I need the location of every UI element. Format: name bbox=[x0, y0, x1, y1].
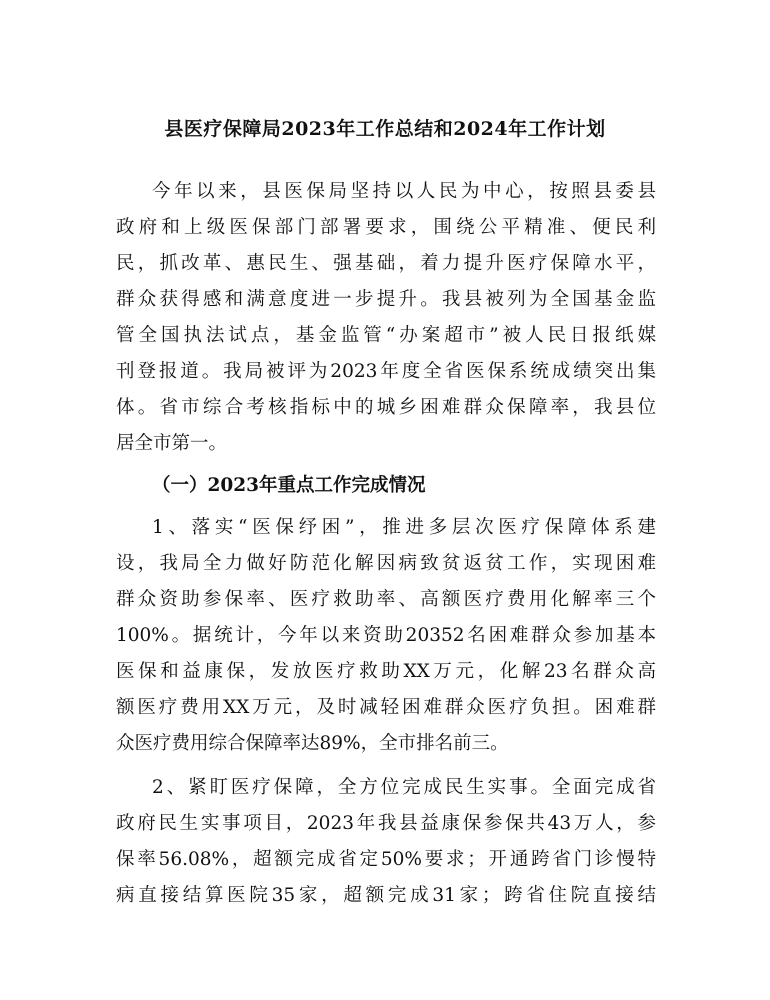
section-heading: （一）2023年重点工作完成情况 bbox=[152, 475, 426, 496]
item2-line: 政府民生实事项目，2023年我县益康保参保共43万人，参 bbox=[116, 813, 656, 834]
intro-line: 刊登报道。我局被评为2023年度全省医保系统成绩突出集 bbox=[116, 361, 656, 382]
item1-line: 1、落实“医保纾困”，推进多层次医疗保障体系建 bbox=[152, 517, 656, 538]
item2-line: 病直接结算医院35家，超额完成31家；跨省住院直接结 bbox=[116, 885, 656, 906]
intro-line: 政府和上级医保部门部署要求，围绕公平精准、便民利 bbox=[116, 217, 656, 238]
item2-line: 2、紧盯医疗保障，全方位完成民生实事。全面完成省 bbox=[152, 777, 656, 798]
item1-line: 众医疗费用综合保障率达89%，全市排名前三。 bbox=[116, 733, 509, 754]
item1-line: 额医疗费用XX万元，及时减轻困难群众医疗负担。困难群 bbox=[116, 697, 656, 718]
item1-line: 医保和益康保，发放医疗救助XX万元，化解23名群众高 bbox=[116, 661, 656, 682]
document-title: 县医疗保障局2023年工作总结和2024年工作计划 bbox=[164, 118, 606, 140]
item1-line: 100%。据统计，今年以来资助20352名困难群众参加基本 bbox=[116, 625, 656, 646]
item1-line: 群众资助参保率、医疗救助率、高额医疗费用化解率三个 bbox=[116, 589, 656, 610]
intro-line: 管全国执法试点，基金监管“办案超市”被人民日报纸媒 bbox=[116, 325, 656, 346]
intro-line: 民，抓改革、惠民生、强基础，着力提升医疗保障水平， bbox=[116, 253, 656, 274]
item1-line: 设，我局全力做好防范化解因病致贫返贫工作，实现困难 bbox=[116, 553, 656, 574]
item2-line: 保率56.08%，超额完成省定50%要求；开通跨省门诊慢特 bbox=[116, 849, 656, 870]
intro-line: 今年以来，县医保局坚持以人民为中心，按照县委县 bbox=[152, 181, 656, 202]
intro-line: 居全市第一。 bbox=[116, 433, 228, 454]
intro-line: 体。省市综合考核指标中的城乡困难群众保障率，我县位 bbox=[116, 397, 656, 418]
intro-line: 群众获得感和满意度进一步提升。我县被列为全国基金监 bbox=[116, 289, 656, 310]
